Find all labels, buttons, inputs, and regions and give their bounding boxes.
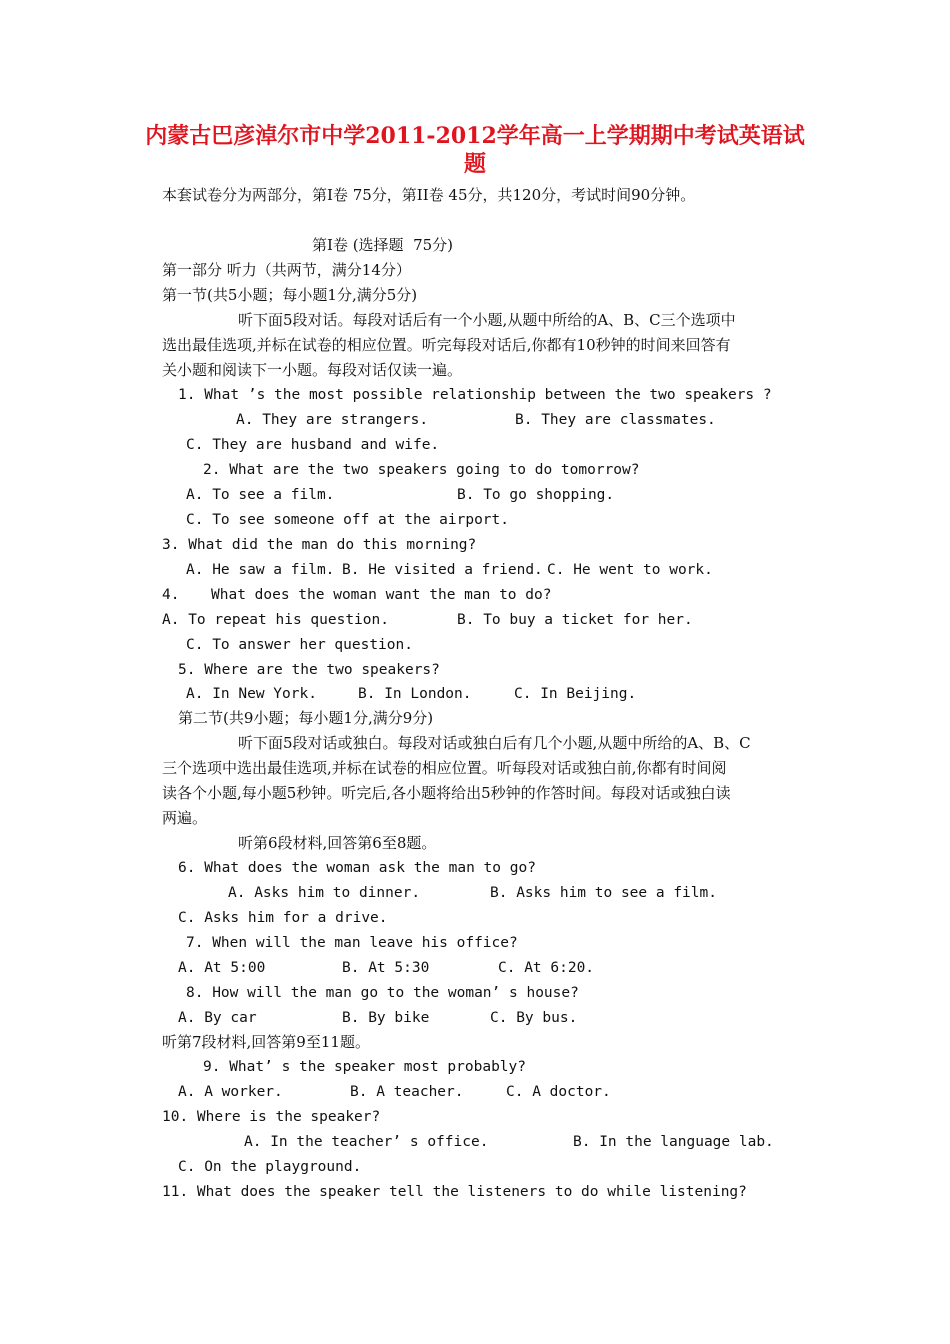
question-7-option-c: C. At 6:20. bbox=[498, 960, 595, 976]
question-5-option-b: B. In London. bbox=[358, 686, 472, 702]
question-1-option-a: A. They are strangers. bbox=[236, 412, 429, 428]
question-4-option-c: C. To answer her question. bbox=[186, 637, 413, 653]
question-4-number: 4. bbox=[162, 587, 180, 603]
material-6-note: 听第6段材料,回答第6至8题。 bbox=[238, 834, 437, 852]
question-7-stem: 7. When will the man leave his office? bbox=[186, 935, 518, 951]
question-2-option-b: B. To go shopping. bbox=[457, 487, 615, 503]
section1-instructions-line: 选出最佳选项,并标在试卷的相应位置。听完每段对话后,你都有10秒钟的时间来回答有 bbox=[162, 336, 731, 354]
question-8-stem: 8. How will the man go to the woman’ s house? bbox=[186, 985, 579, 1001]
question-5-option-a: A. In New York. bbox=[186, 686, 317, 702]
question-1-stem: 1. What ’s the most possible relationship between the two speakers ? bbox=[178, 387, 772, 403]
section2-instructions-line: 三个选项中选出最佳选项,并标在试卷的相应位置。听每段对话或独白前,你都有时间阅 bbox=[162, 759, 727, 777]
question-3-option-b: B. He visited a friend. bbox=[342, 562, 543, 578]
question-4-option-b: B. To buy a ticket for her. bbox=[457, 612, 693, 628]
question-9-option-a: A. A worker. bbox=[178, 1084, 283, 1100]
question-2-stem: 2. What are the two speakers going to do tomorrow? bbox=[203, 462, 640, 478]
question-10-option-b: B. In the language lab. bbox=[573, 1134, 774, 1150]
question-10-option-c: C. On the playground. bbox=[178, 1159, 362, 1175]
question-1-option-b: B. They are classmates. bbox=[515, 412, 716, 428]
section1-instructions-line: 听下面5段对话。每段对话后有一个小题,从题中所给的A、B、C三个选项中 bbox=[238, 311, 736, 329]
exam-intro: 本套试卷分为两部分，第I卷 75分，第II卷 45分，共120分，考试时间90分钟。 bbox=[162, 186, 696, 204]
question-2-option-a: A. To see a film. bbox=[186, 487, 335, 503]
question-9-option-c: C. A doctor. bbox=[506, 1084, 611, 1100]
question-5-option-c: C. In Beijing. bbox=[514, 686, 637, 702]
question-3-option-a: A. He saw a film. bbox=[186, 562, 335, 578]
question-2-option-c: C. To see someone off at the airport. bbox=[186, 512, 510, 528]
title-line-1: 内蒙古巴彦淖尔市中学2011-2012学年高一上学期期中考试英语试 bbox=[145, 123, 805, 149]
question-7-option-b: B. At 5:30 bbox=[342, 960, 430, 976]
question-6-option-a: A. Asks him to dinner. bbox=[228, 885, 421, 901]
section1-instructions-line: 关小题和阅读下一小题。每段对话仅读一遍。 bbox=[162, 361, 463, 379]
question-8-option-c: C. By bus. bbox=[490, 1010, 578, 1026]
question-3-stem: 3. What did the man do this morning? bbox=[162, 537, 477, 553]
section1-heading: 第一节(共5小题；每小题1分,满分5分) bbox=[162, 286, 418, 304]
material-7-note: 听第7段材料,回答第9至11题。 bbox=[162, 1033, 370, 1051]
section2-instructions-line: 听下面5段对话或独白。每段对话或独白后有几个小题,从题中所给的A、B、C bbox=[238, 734, 751, 752]
question-8-option-a: A. By car bbox=[178, 1010, 257, 1026]
question-6-stem: 6. What does the woman ask the man to go? bbox=[178, 860, 536, 876]
question-8-option-b: B. By bike bbox=[342, 1010, 430, 1026]
question-6-option-b: B. Asks him to see a film. bbox=[490, 885, 717, 901]
section2-instructions-line: 两遍。 bbox=[162, 809, 208, 827]
question-9-stem: 9. What’ s the speaker most probably? bbox=[203, 1059, 527, 1075]
title-line-2: 题 bbox=[463, 151, 486, 177]
question-1-option-c: C. They are husband and wife. bbox=[186, 437, 440, 453]
question-10-option-a: A. In the teacher’ s office. bbox=[244, 1134, 489, 1150]
volume1-heading: 第I卷 (选择题 75分) bbox=[312, 236, 454, 254]
question-9-option-b: B. A teacher. bbox=[350, 1084, 464, 1100]
question-11-stem: 11. What does the speaker tell the listeners to do while listening? bbox=[162, 1184, 747, 1200]
section2-instructions-line: 读各个小题,每小题5秒钟。听完后,各小题将给出5秒钟的作答时间。每段对话或独白读 bbox=[162, 784, 731, 802]
part1-heading: 第一部分 听力（共两节，满分14分） bbox=[162, 261, 411, 279]
question-10-stem: 10. Where is the speaker? bbox=[162, 1109, 381, 1125]
question-5-stem: 5. Where are the two speakers? bbox=[178, 662, 440, 678]
question-7-option-a: A. At 5:00 bbox=[178, 960, 266, 976]
section2-heading: 第二节(共9小题；每小题1分,满分9分) bbox=[178, 709, 434, 727]
question-6-option-c: C. Asks him for a drive. bbox=[178, 910, 388, 926]
question-3-option-c: C. He went to work. bbox=[547, 562, 713, 578]
question-4-stem: What does the woman want the man to do? bbox=[211, 587, 552, 603]
question-4-option-a: A. To repeat his question. bbox=[162, 612, 389, 628]
